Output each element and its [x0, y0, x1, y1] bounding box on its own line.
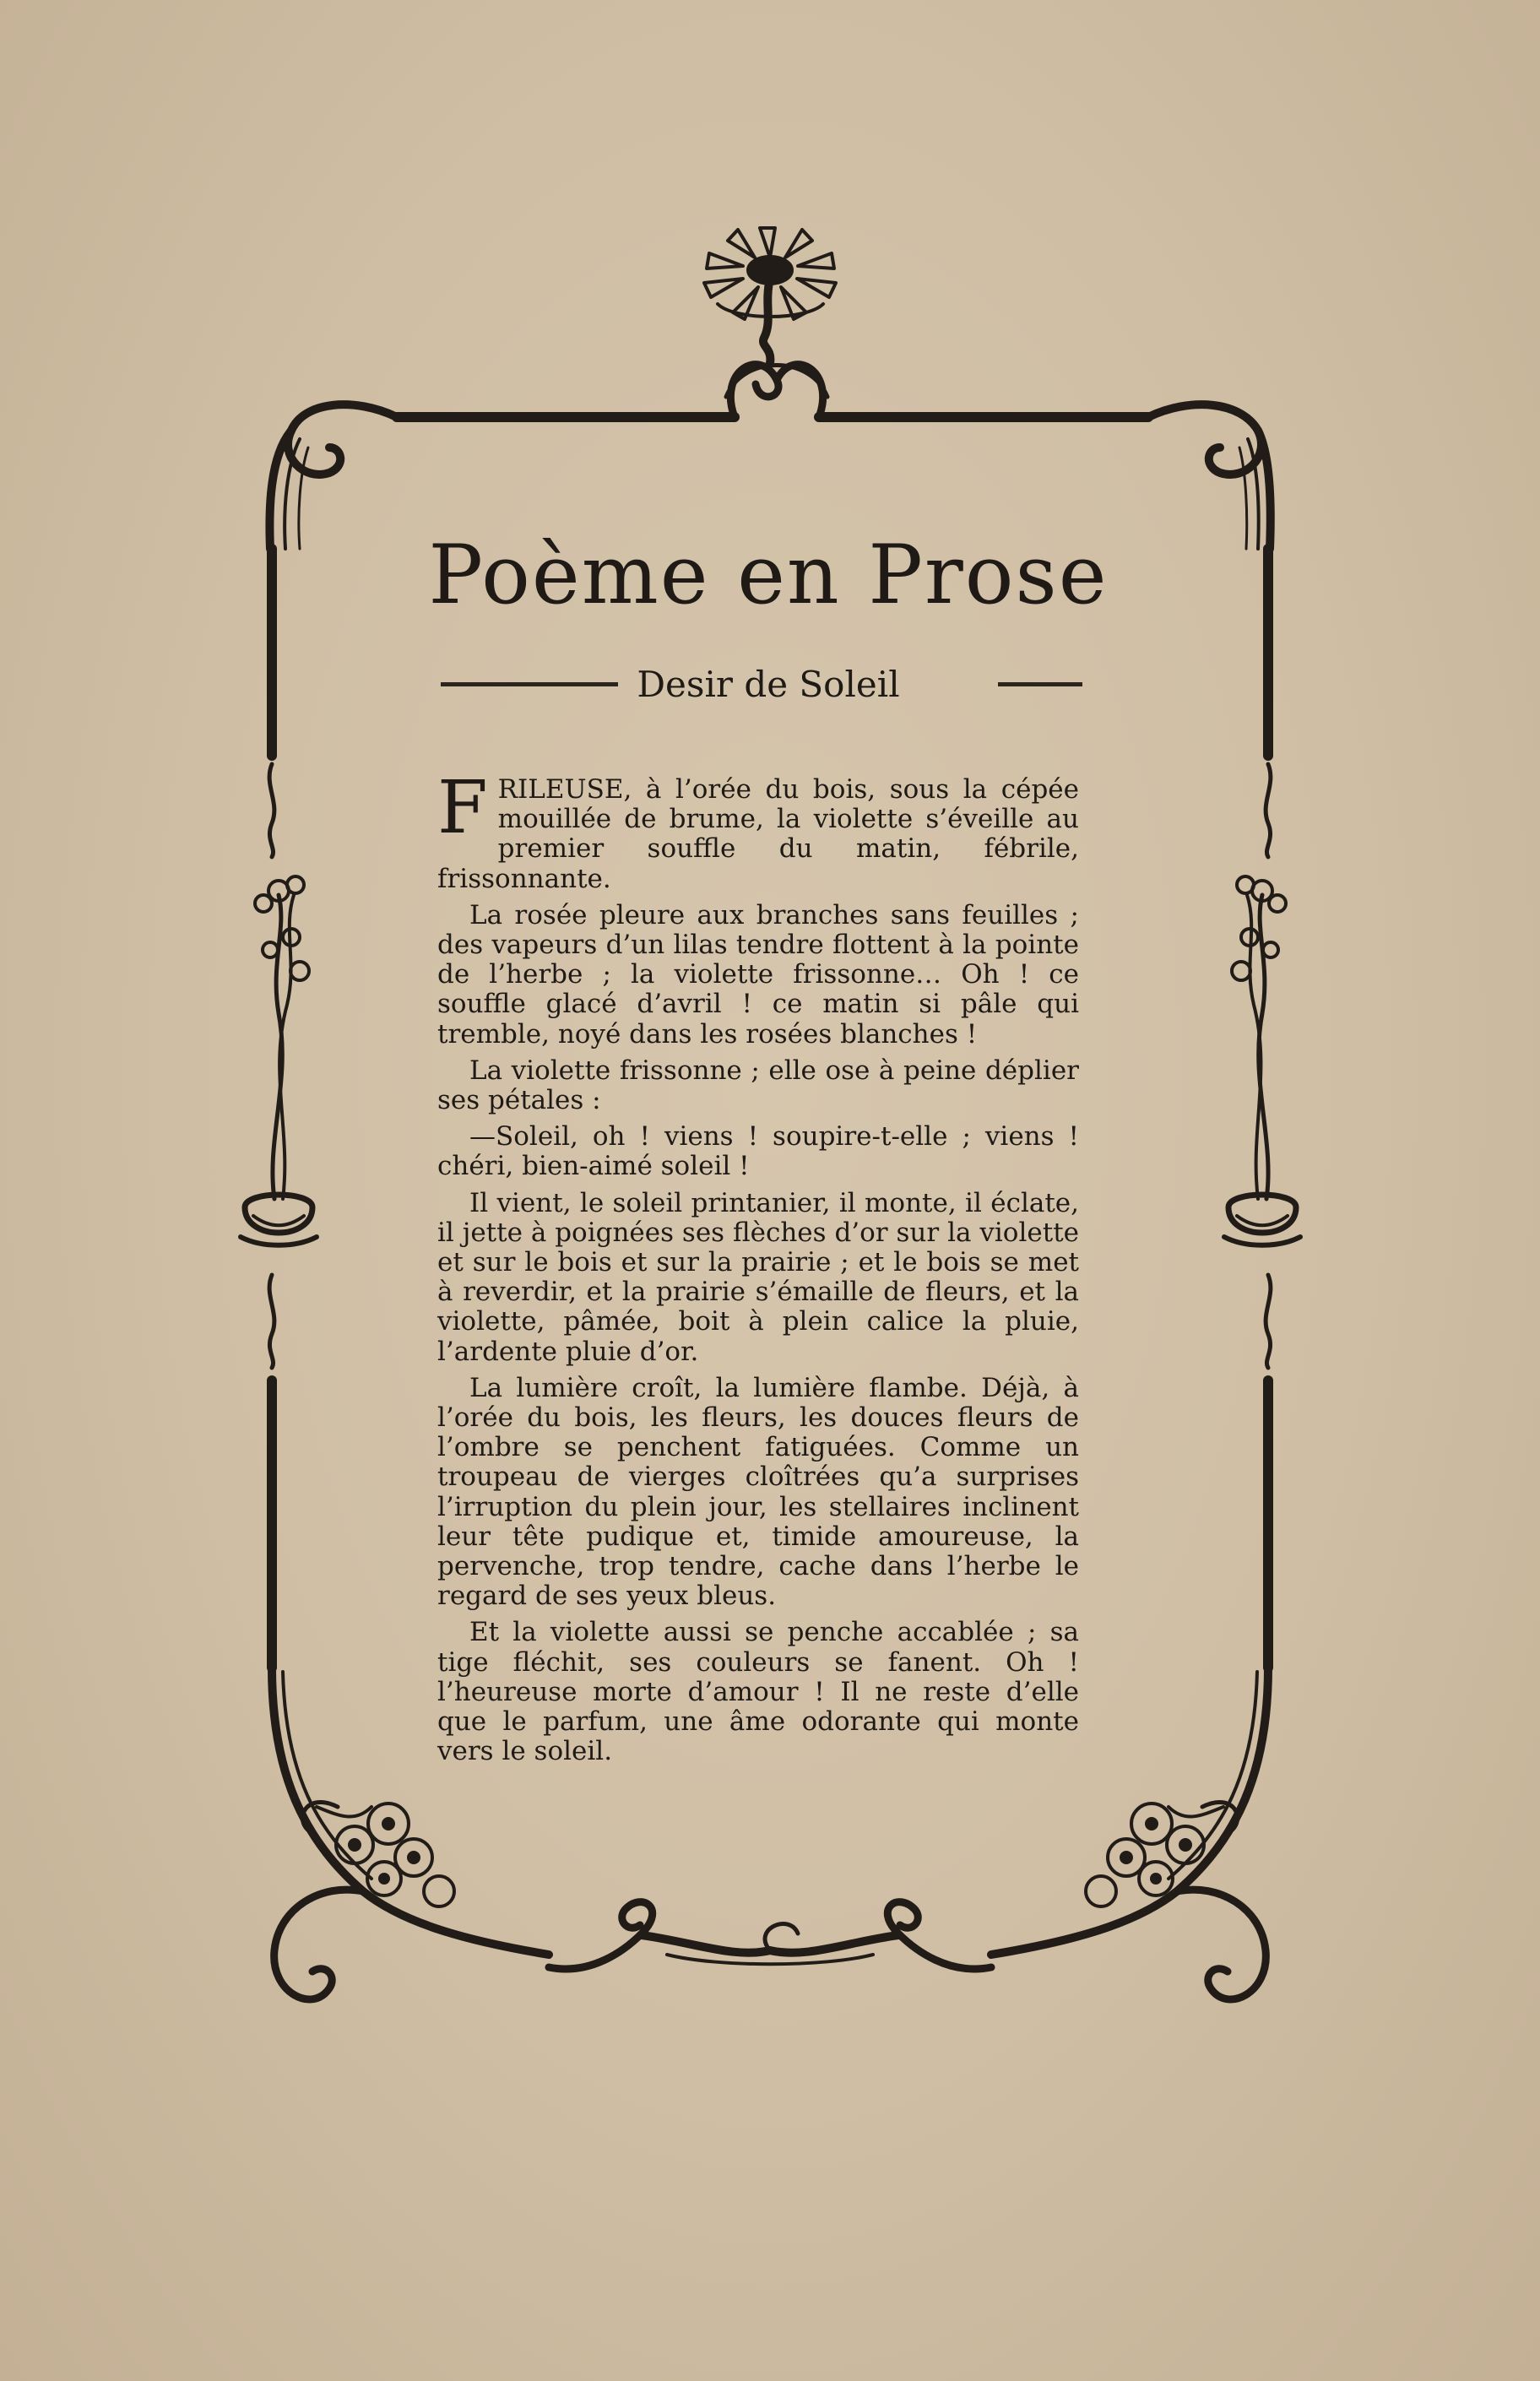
first-paragraph-text: RILEUSE, à l’orée du bois, sous la cépée mouillée de brume, la violette s’éveille au premier souffle du matin, fébrile, frissonnante. [437, 774, 1079, 894]
poem-paragraph: Et la violette aussi se penche accablée ; sa tige fléchit, ses couleurs se fanent. Oh ! l’heureuse morte d’amour ! Il ne reste d’elle que le parfum, une âme odorante qui monte vers le soleil. [437, 1617, 1079, 1767]
bottom-scroll-ornament [549, 1902, 991, 1969]
poem-paragraph: La violette frissonne ; elle ose à peine déplier ses pétales : [437, 1055, 1079, 1116]
drop-cap: F [437, 766, 488, 850]
poem-paragraph: La lumière croît, la lumière flambe. Déjà, à l’orée du bois, les fleurs, les douces fleurs de l’ombre se penchent fatiguées. Comme un troupeau de vierges cloîtrées qu’a surprises l’irruption du plein jour, les stellaires inclinent leur tête pudique et, timide amoureuse, la pervenche, trop tendre, cache dans l’herbe le regard de ses yeux bleus. [437, 1372, 1079, 1612]
poem-paragraph: La rosée pleure aux branches sans feuilles ; des vapeurs d’un lilas tendre flottent à la pointe de l’herbe ; la violette frissonne… Oh ! ce souffle glacé d’avril ! ce matin si pâle qui tremble, noyé dans les rosées blanches ! [437, 899, 1079, 1049]
poem-paragraph: Il vient, le soleil printanier, il monte, il éclate, il jette à poignées ses flèches d’or sur la violette et sur le bois et sur la prairie ; et le bois se met à reverdir, et la prairie s’émaille de fleurs, et la violette, pâmée, boit à plein calice la pluie, l’ardente pluie d’or. [437, 1187, 1079, 1367]
poem-paragraph: —Soleil, oh ! viens ! soupire-t-elle ; viens ! chéri, bien-aimé soleil ! [437, 1121, 1079, 1182]
poem-subtitle: Desir de Soleil [637, 664, 900, 705]
poem-body [437, 766, 1079, 1774]
poem-paragraph [437, 766, 1079, 894]
subtitle-rule-right [998, 682, 1082, 686]
flower-vase-ornament [241, 876, 317, 1245]
top-border [397, 365, 1148, 417]
daisy-ornament [704, 228, 836, 363]
flower-vase-ornament [1224, 876, 1300, 1245]
poem-title: Poème en Prose [428, 528, 1109, 622]
